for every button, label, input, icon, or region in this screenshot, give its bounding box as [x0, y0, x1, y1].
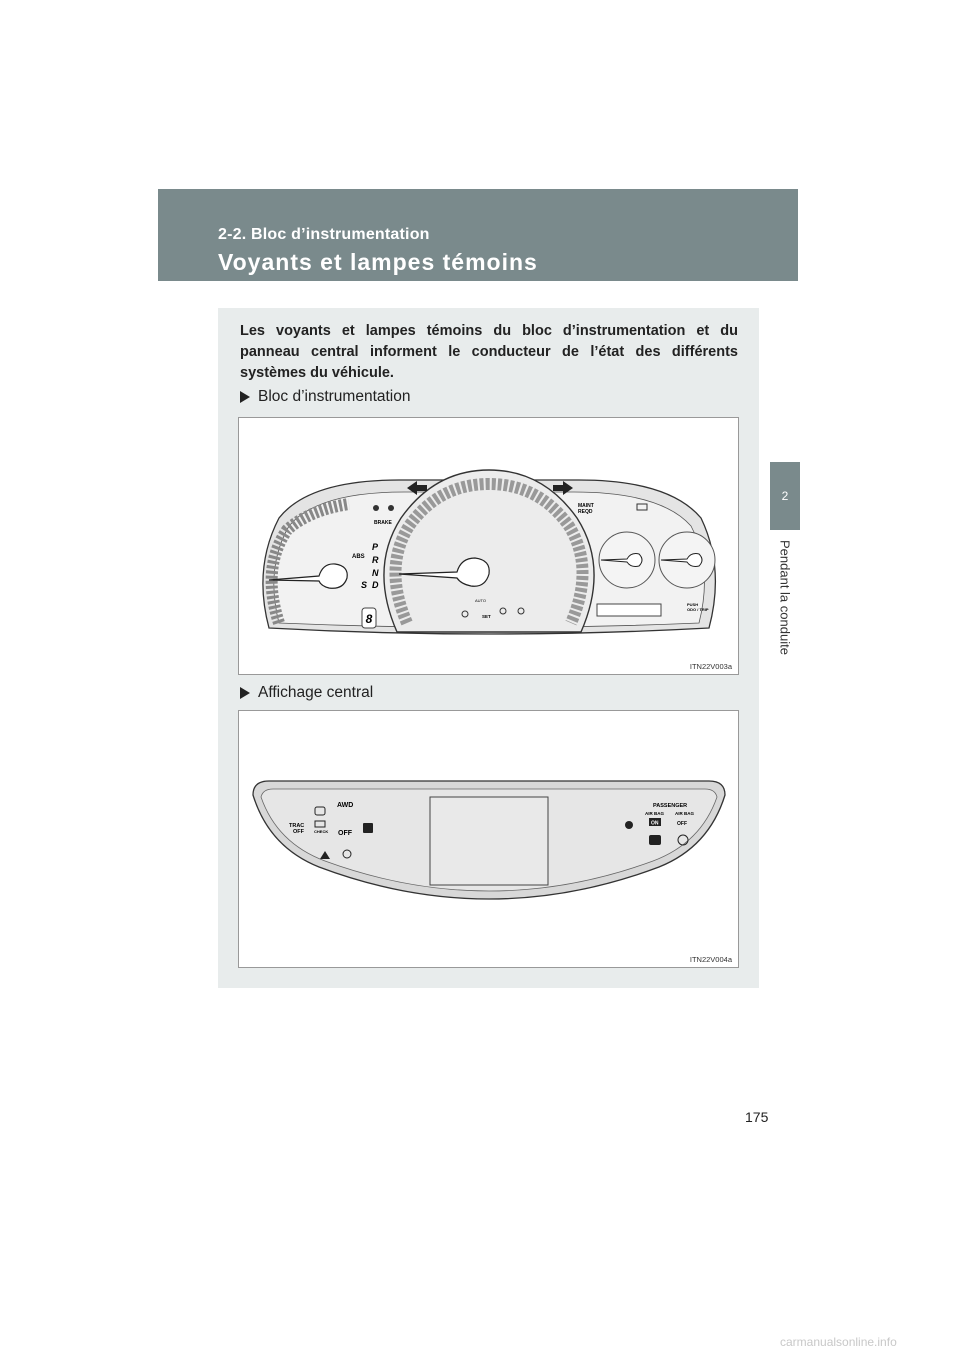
figure-code: ITN22V004a [689, 955, 732, 964]
central-display-illustration [239, 711, 738, 967]
triangle-bullet-icon [240, 687, 250, 699]
gear-n: N [372, 568, 379, 578]
abs-label: ABS [352, 554, 365, 560]
subheading-text: Bloc d’instrumentation [258, 388, 411, 405]
seatbelt-reminder-icon [625, 821, 633, 829]
page-title: Voyants et lampes témoins [218, 249, 538, 275]
set-label: SET [482, 614, 491, 619]
gear-digit: 8 [365, 612, 373, 626]
air-bag-on-label: AIR BAG [645, 811, 664, 816]
section-label: 2-2. Bloc d’instrumentation [218, 226, 430, 243]
gear-p: P [372, 542, 379, 552]
watermark-logo: carmanualsonline.info [780, 1335, 897, 1349]
chapter-label: Pendant la conduite [777, 540, 793, 655]
odo-trip-label: ODO / TRIP [687, 607, 709, 612]
trac-off-label: OFF [293, 829, 304, 835]
auto-label: AUTO [475, 598, 487, 603]
push-label: PUSH [687, 602, 699, 607]
odometer-display [597, 604, 661, 616]
airbag-icon [388, 505, 394, 511]
central-screen [430, 797, 548, 885]
brake-label: BRAKE [374, 520, 392, 526]
passenger-label: PASSENGER [653, 803, 688, 809]
page-number: 175 [745, 1109, 769, 1125]
subheading-instrument-cluster [240, 388, 411, 406]
seatbelt-icon [373, 505, 379, 511]
on-label: ON [651, 820, 659, 827]
subheading-central-display [240, 684, 373, 702]
central-display-figure [238, 710, 739, 968]
gear-s: S [361, 580, 368, 590]
gear-r: R [372, 555, 379, 565]
check-label: CHECK [314, 829, 329, 834]
triangle-bullet-icon [240, 391, 250, 403]
slip-indicator-icon [363, 823, 373, 833]
off-label: OFF [338, 830, 352, 837]
air-bag-off-label: AIR BAG [675, 811, 694, 816]
reqd-label: REQD [578, 509, 593, 515]
instrument-cluster-figure [238, 417, 739, 675]
intro-paragraph: Les voyants et lampes témoins du bloc d’instrumentation et du panneau central informent le conducteur de l’état des différents systèmes du véhicule. [240, 323, 738, 381]
instrument-cluster-illustration [239, 418, 738, 674]
maint-label: MAINT [578, 503, 594, 509]
off-label-right: OFF [677, 821, 687, 827]
content-panel [218, 308, 759, 988]
subheading-text: Affichage central [258, 684, 374, 701]
trac-label: TRAC [289, 823, 305, 829]
passenger-icon [649, 835, 661, 845]
figure-code: ITN22V003a [689, 662, 732, 671]
header-band [158, 189, 798, 281]
gear-d: D [372, 580, 379, 590]
awd-label: AWD [337, 802, 354, 809]
chapter-tab[interactable]: 2 [770, 462, 800, 530]
